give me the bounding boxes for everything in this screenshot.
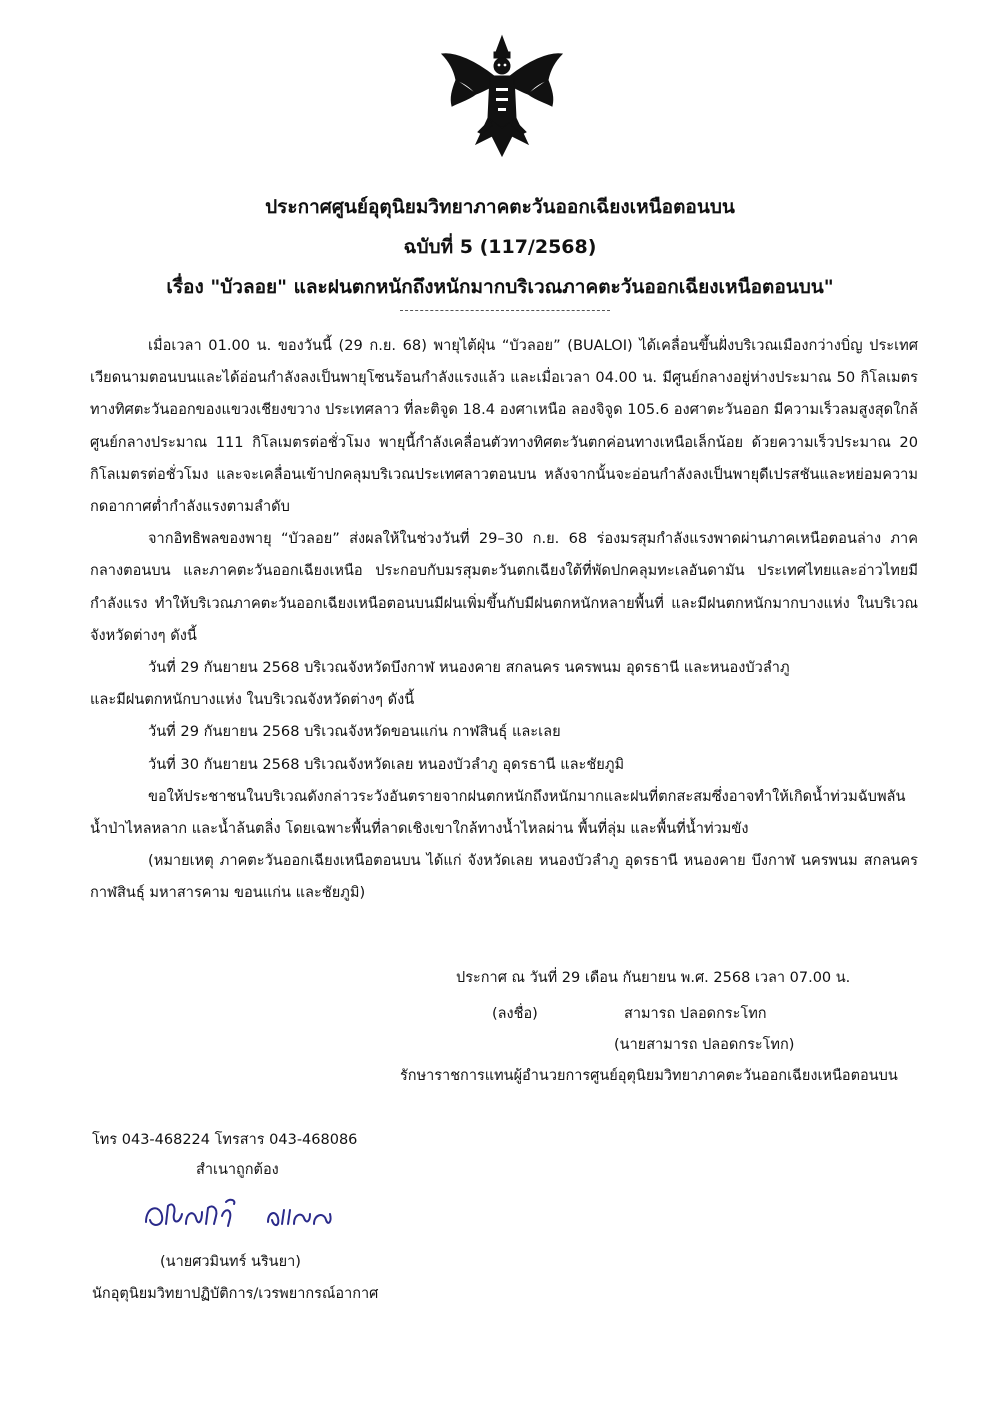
paragraph-some-heavy-rain: และมีฝนตกหนักบางแห่ง ในบริเวณจังหวัดต่างๆ ดังนี้ — [90, 691, 415, 709]
signed-label: (ลงชื่อ) — [492, 1006, 538, 1022]
signer-full-name: (นายสามารถ ปลอดกระโทก) — [614, 1037, 795, 1053]
handwritten-signature — [140, 1192, 340, 1236]
paragraph-rain-day2-provinces: วันที่ 30 กันยายน 2568 บริเวณจังหวัดเลย หนองบัวลำภู อุดรธานี และชัยภูมิ — [148, 755, 625, 773]
paragraph-heavy-rain-day1: วันที่ 29 กันยายน 2568 บริเวณจังหวัดบึงกาฬ หนองคาย สกลนคร นครพนม อุดรธานี และหนองบัวลำภู — [148, 659, 790, 677]
document-subject: เรื่อง "บัวลอย" และฝนตกหนักถึงหนักมากบริเวณภาคตะวันออกเฉียงเหนือตอนบน" — [166, 276, 834, 298]
paragraph-warning: ขอให้ประชาชนในบริเวณดังกล่าวระวังอันตรายจากฝนตกหนักถึงหนักมากและฝนที่ตกสะสมซึ่งอาจทำให้เกิดน้ำท่วมฉับพลัน น้ำป่าไหลหลาก และน้ำล้นตลิ่ง โดยเฉพาะพื้นที่ลาดเชิงเขาใกล้ทางน้ำไหลผ่าน พื้นที่ลุ่ม และพื้นที่น้ำท่วมขัง — [90, 787, 906, 838]
paragraph-note: (หมายเหตุ ภาคตะวันออกเฉียงเหนือตอนบน ได้แก่ จังหวัดเลย หนองบัวลำภู อุดรธานี หนองคาย บึงกาฬ นครพนม สกลนคร กาฬสินธุ์ มหาสารคาม ขอนแก่น และชัยภูมิ) — [90, 852, 918, 902]
signed-name: สามารถ ปลอดกระโทก — [624, 1006, 767, 1022]
paragraph-storm-status: เมื่อเวลา 01.00 น. ของวันนี้ (29 ก.ย. 68) พายุไต้ฝุ่น “บัวลอย” (BUALOI) ได้เคลื่อนขึ้นฝั่งบริเวณเมืองกว่างบิ่ญ ประเทศเวียดนามตอนบนและได้อ่อนกำลังลงเป็นพายุโซนร้อนกำลังแรงแล้ว และเมื่อเวลา 04.00 น. มีศูนย์กลางอยู่ห่างประมาณ 50 กิโลเมตร ทางทิศตะวันออกของแขวงเชียงขวาง ประเทศลาว ที่ละติจูด 18.4 องศาเหนือ ลองจิจูด 105.6 องศาตะวันออก มีความเร็วลมสูงสุดใกล้ศูนย์กลางประมาณ 111 กิโลเมตรต่อชั่วโมง พายุนี้กำลังเคลื่อนตัวทางทิศตะวันตกค่อนทางเหนือเล็กน้อย ด้วยความเร็วประมาณ 20 กิโลเมตรต่อชั่วโมง และจะเคลื่อนเข้าปกคลุมบริเวณประเทศลาวตอนบน หลังจากนั้นจะอ่อนกำลังลงเป็นพายุดีเปรสชันและหย่อมความกดอากาศต่ำกำลังแรงตามลำดับ — [90, 337, 918, 516]
document-title: ประกาศศูนย์อุตุนิยมวิทยาภาคตะวันออกเฉียงเหนือตอนบน — [265, 196, 735, 218]
paragraph-influence: จากอิทธิพลของพายุ “บัวลอย” ส่งผลให้ในช่วงวันที่ 29–30 ก.ย. 68 ร่องมรสุมกำลังแรงพาดผ่านภาคเหนือตอนล่าง ภาคกลางตอนบน และภาคตะวันออกเฉียงเหนือ ประกอบกับมรสุมตะวันตกเฉียงใต้ที่พัดปกคลุมทะเลอันดามัน ประเทศไทยและอ่าวไทยมีกำลังแรง ทำให้บริเวณภาคตะวันออกเฉียงเหนือตอนบนมีฝนเพิ่มขึ้นกับมีฝนตกหนักหลายพื้นที่ และมีฝนตกหนักมากบางแห่ง ในบริเวณจังหวัดต่างๆ ดังนี้ — [90, 530, 918, 644]
certified-copy-label: สำเนาถูกต้อง — [196, 1162, 279, 1178]
signer-position: รักษาราชการแทนผู้อำนวยการศูนย์อุตุนิยมวิทยาภาคตะวันออกเฉียงเหนือตอนบน — [400, 1068, 898, 1084]
announcement-date: ประกาศ ณ วันที่ 29 เดือน กันยายน พ.ศ. 2568 เวลา 07.00 น. — [456, 970, 851, 986]
issue-number: ฉบับที่ 5 (117/2568) — [403, 236, 597, 258]
paragraph-rain-day1-provinces: วันที่ 29 กันยายน 2568 บริเวณจังหวัดขอนแก่น กาฬสินธุ์ และเลย — [148, 723, 561, 741]
garuda-emblem — [436, 32, 568, 164]
announcement-body — [90, 330, 918, 910]
certifier-position: นักอุตุนิยมวิทยาปฏิบัติการ/เวรพยากรณ์อากาศ — [92, 1286, 379, 1302]
title-divider — [400, 310, 610, 311]
contact-phone-fax: โทร 043-468224 โทรสาร 043-468086 — [92, 1132, 358, 1148]
certifier-name: (นายศวมินทร์ นรินยา) — [160, 1254, 301, 1270]
